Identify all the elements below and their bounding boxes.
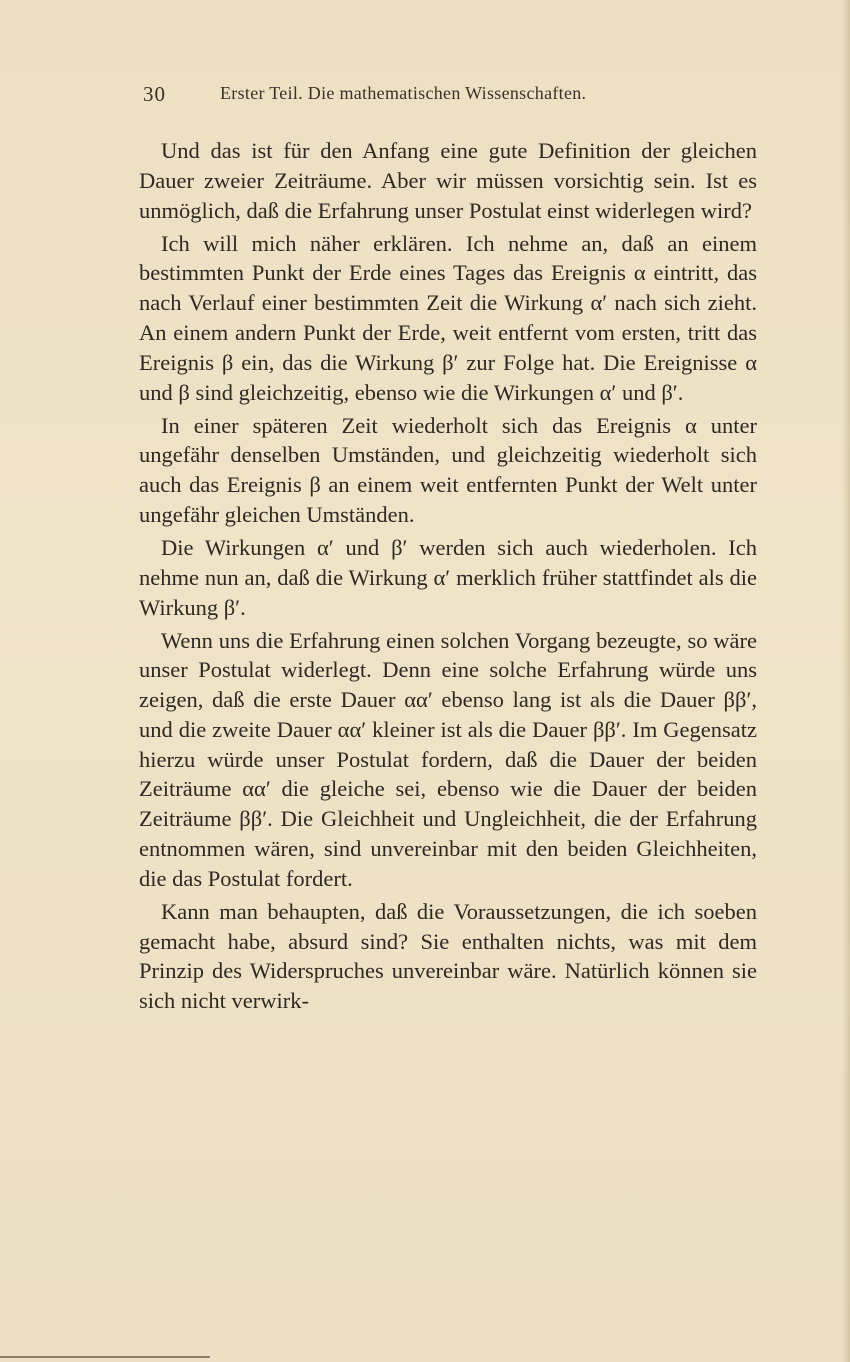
body-text <box>139 136 757 1016</box>
paragraph: Ich will mich näher erklären. Ich nehme an, daß an einem bestimmten Punkt der Erde eines Tages das Ereignis α eintritt, das nach Verlauf einer bestimmten Zeit die Wirkung α′ nach sich zieht. An einem andern Punkt der Erde, weit entfernt vom ersten, tritt das Ereignis β ein, das die Wirkung β′ zur Folge hat. Die Ereignisse α und β sind gleichzeitig, ebenso wie die Wirkungen α′ und β′. <box>139 230 757 405</box>
bottom-rule <box>0 1356 210 1358</box>
page-edge-shadow <box>842 0 850 1362</box>
paragraph: Die Wirkungen α′ und β′ werden sich auch wiederholen. Ich nehme nun an, daß die Wirkung α′ merklich früher stattfindet als die Wirkung β′. <box>139 534 757 620</box>
page-number: 30 <box>143 82 166 106</box>
paragraph: Wenn uns die Erfahrung einen solchen Vorgang bezeugte, so wäre unser Postulat widerlegt. Denn eine solche Erfahrung würde uns zeigen, daß die erste Dauer αα′ ebenso lang ist als die Dauer ββ′, und die zweite Dauer αα′ kleiner ist als die Dauer ββ′. Im Gegensatz hierzu würde unser Postulat fordern, daß die Dauer der beiden Zeiträume αα′ die gleiche sei, ebenso wie die Dauer der beiden Zeiträume ββ′. Die Gleichheit und Ungleichheit, die der Erfahrung entnommen wären, sind unvereinbar mit den beiden Gleichheiten, die das Postulat fordert. <box>139 627 757 891</box>
paragraph: In einer späteren Zeit wiederholt sich das Ereignis α unter ungefähr denselben Umständen, und gleichzeitig wiederholt sich auch das Ereignis β an einem weit entfernten Punkt der Welt unter ungefähr gleichen Umständen. <box>139 412 757 527</box>
page-header <box>143 82 703 112</box>
paragraph: Kann man behaupten, daß die Voraussetzungen, die ich soeben gemacht habe, absurd sind? Sie enthalten nichts, was mit dem Prinzip des Widerspruches unvereinbar wäre. Natürlich können sie sich nicht verwirk- <box>139 898 757 1014</box>
paragraph: Und das ist für den Anfang eine gute Definition der gleichen Dauer zweier Zeiträume. Aber wir müssen vorsichtig sein. Ist es unmöglich, daß die Erfahrung unser Postulat einst widerlegen wird? <box>139 138 757 223</box>
running-head: Erster Teil. Die mathematischen Wissenschaften. <box>220 83 587 103</box>
